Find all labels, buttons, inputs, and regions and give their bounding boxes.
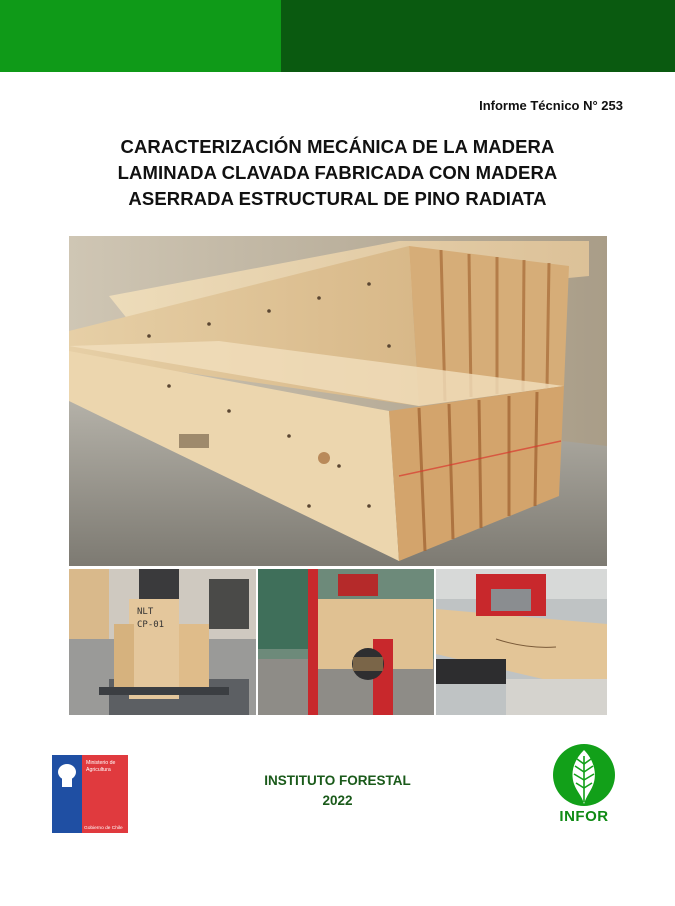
header-band-dark: [281, 0, 675, 72]
infor-logo-text: INFOR: [559, 808, 609, 825]
publication-year: 2022: [322, 793, 353, 808]
ministry-agriculture-logo: [52, 755, 128, 833]
title-line-2: LAMINADA CLAVADA FABRICADA CON MADERA: [117, 162, 558, 183]
government-label: Gobierno de Chile: [84, 826, 123, 831]
title-line-3: ASERRADA ESTRUCTURAL DE PINO RADIATA: [128, 188, 547, 209]
publisher-block: [230, 771, 445, 811]
ministry-line-2: Agricultura: [86, 767, 111, 773]
title-line-1: CARACTERIZACIÓN MECÁNICA DE LA MADERA: [120, 136, 555, 157]
report-number: Informe Técnico N° 253: [479, 98, 623, 113]
main-photo-timber-beams: [69, 236, 607, 566]
document-title: [40, 134, 635, 212]
header-band-light: [0, 0, 281, 72]
institute-name: INSTITUTO FORESTAL: [264, 773, 411, 788]
photo-beam-load-test: [436, 569, 607, 715]
photo-nlt-specimen-test: [69, 569, 256, 715]
ministry-line-1: Ministerio de: [86, 760, 116, 766]
specimen-label-nlt: NLT: [137, 607, 154, 617]
specimen-label-cp01: CP-01: [137, 620, 165, 630]
photo-bending-test: [258, 569, 434, 715]
